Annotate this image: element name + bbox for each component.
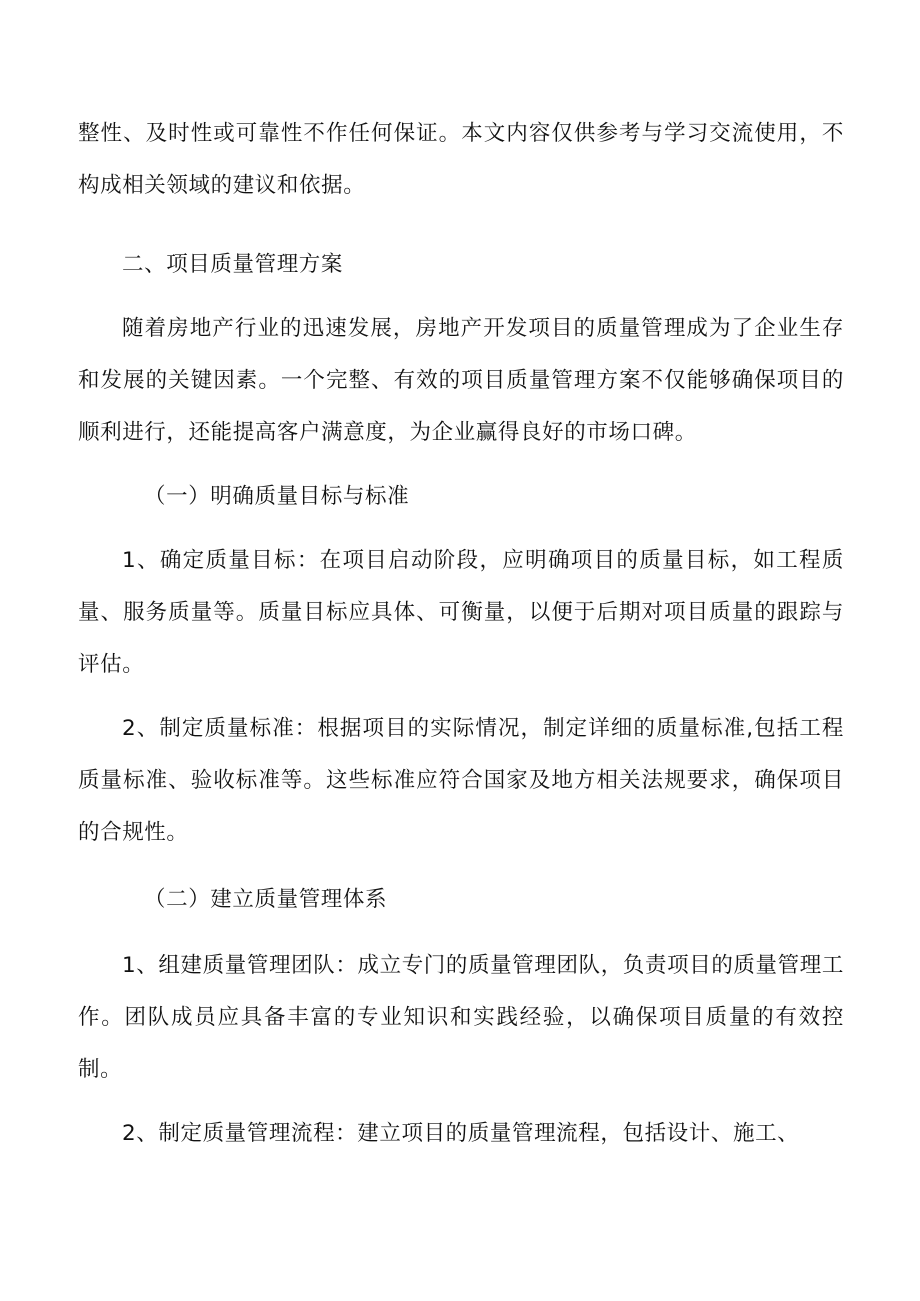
section-heading-quality-plan: 二、项目质量管理方案 bbox=[122, 252, 344, 277]
paragraph-quality-standards: 2、制定质量标准：根据项目的实际情况，制定详细的质量标准,包括工程质量标准、验收标准等。这些标准应符合国家及地方相关法规要求，确保项目的合规性。 bbox=[78, 716, 844, 845]
paragraph-quality-team: 1、组建质量管理团队：成立专门的质量管理团队，负责项目的质量管理工作。团队成员应具备丰富的专业知识和实践经验，以确保项目质量的有效控制。 bbox=[78, 953, 844, 1082]
paragraph-disclaimer-continued: 整性、及时性或可靠性不作任何保证。本文内容仅供参考与学习交流使用，不构成相关领域的建议和依据。 bbox=[78, 121, 844, 198]
paragraph-intro: 随着房地产行业的迅速发展，房地产开发项目的质量管理成为了企业生存和发展的关键因素。一个完整、有效的项目质量管理方案不仅能够确保项目的顺利进行，还能提高客户满意度，为企业赢得良好的市场口碑。 bbox=[78, 316, 844, 445]
subsection-heading-goals-standards: （一）明确质量目标与标准 bbox=[144, 484, 410, 509]
paragraph-quality-process: 2、制定质量管理流程：建立项目的质量管理流程，包括设计、施工、 bbox=[122, 1121, 800, 1146]
subsection-heading-management-system: （二）建立质量管理体系 bbox=[144, 887, 388, 912]
paragraph-quality-goals: 1、确定质量目标：在项目启动阶段，应明确项目的质量目标，如工程质量、服务质量等。质量目标应具体、可衡量，以便于后期对项目质量的跟踪与评估。 bbox=[78, 548, 844, 677]
